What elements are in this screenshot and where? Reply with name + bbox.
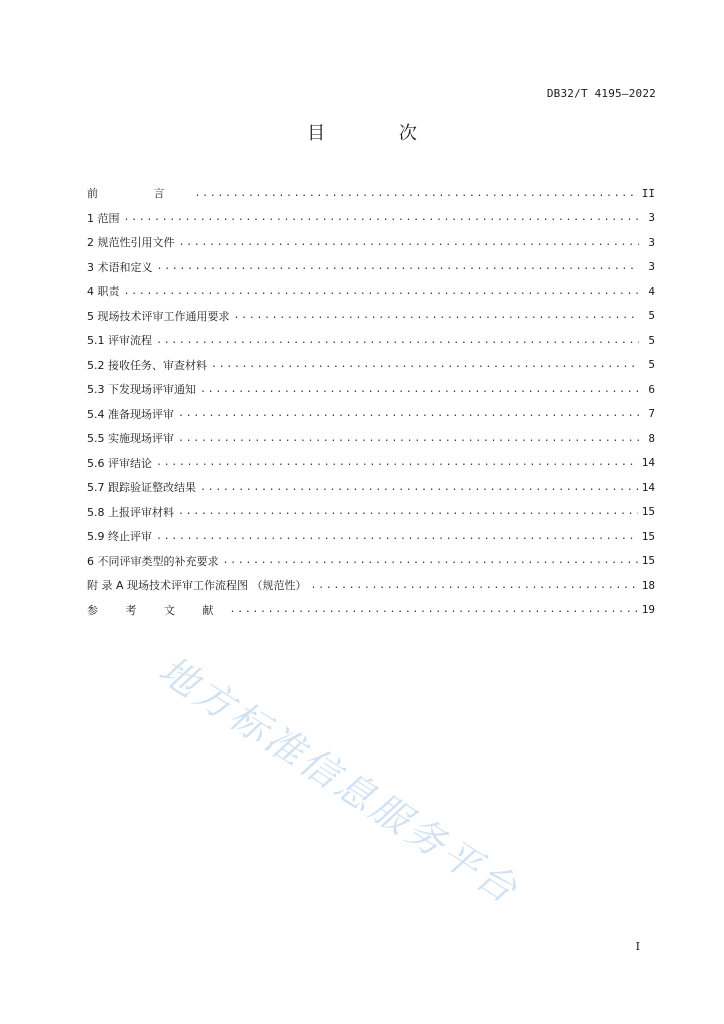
toc-entry[interactable] (87, 377, 655, 402)
toc-entry[interactable] (87, 279, 655, 304)
toc-entry-label: 附 录 A 现场技术评审工作流程图 （规范性） (87, 579, 307, 593)
toc-entry-page: 5 (648, 358, 655, 372)
toc-entry-label: 5.6 评审结论 (87, 456, 152, 470)
toc-entry-label: 5.1 评审流程 (87, 334, 152, 348)
toc-dot-leader (200, 482, 638, 493)
toc-entry-page: 19 (641, 603, 655, 617)
toc-dot-leader (178, 433, 639, 444)
toc-entry-page: 4 (648, 284, 655, 298)
toc-dot-leader (179, 237, 640, 248)
toc-entry[interactable] (87, 573, 655, 598)
toc-dot-leader (234, 310, 640, 321)
toc-entry-page: 15 (641, 505, 655, 519)
toc-entry-label: 5.4 准备现场评审 (87, 407, 174, 421)
toc-entry[interactable] (87, 500, 655, 525)
toc-entry[interactable] (87, 524, 655, 549)
toc-entry-label: 4 职责 (87, 285, 120, 299)
toc-entry[interactable] (87, 206, 655, 231)
toc-entry-page: 5 (648, 333, 655, 347)
toc-dot-leader (157, 261, 640, 272)
toc-entry-label: 5.5 实施现场评审 (87, 432, 174, 446)
toc-entry-label: 5.3 下发现场评审通知 (87, 383, 196, 397)
toc-dot-leader (200, 384, 639, 395)
toc-dot-leader (156, 531, 638, 542)
toc-dot-leader (211, 359, 639, 370)
toc-dot-leader (223, 555, 638, 566)
toc-entry[interactable] (87, 402, 655, 427)
toc-entry-page: 3 (648, 235, 655, 249)
toc-entry-page: 6 (648, 382, 655, 396)
toc-entry[interactable] (87, 475, 655, 500)
toc-dot-leader (156, 335, 639, 346)
toc-entry-label: 5.7 跟踪验证整改结果 (87, 481, 196, 495)
toc-entry-page: 3 (648, 211, 655, 225)
toc-dot-leader (156, 457, 638, 468)
toc-entry-label: 5.9 终止评审 (87, 530, 152, 544)
toc-entry[interactable] (87, 328, 655, 353)
toc-dot-leader (124, 286, 640, 297)
toc-entry-page: 7 (648, 407, 655, 421)
toc-entry-page: II (641, 186, 655, 200)
toc-entry[interactable] (87, 304, 655, 329)
page-number: I (635, 940, 640, 953)
document-code: DB32/T 4195—2022 (546, 87, 656, 100)
toc-entry-label: 5.8 上报评审材料 (87, 505, 174, 519)
toc-entry[interactable] (87, 230, 655, 255)
toc-entry-page: 15 (641, 554, 655, 568)
toc-entry[interactable] (87, 353, 655, 378)
toc-entry[interactable] (87, 598, 655, 623)
toc-entry-page: 14 (641, 480, 655, 494)
toc-entry[interactable] (87, 181, 655, 206)
toc-entry-label: 6 不同评审类型的补充要求 (87, 554, 219, 568)
toc-dot-leader (311, 580, 638, 591)
toc-entry-label: 前 言 (87, 187, 191, 201)
toc-entry-page: 15 (641, 529, 655, 543)
toc-entry-label: 5.2 接收任务、审查材料 (87, 358, 207, 372)
toc-entry[interactable] (87, 549, 655, 574)
toc-entry[interactable] (87, 426, 655, 451)
toc-dot-leader (178, 506, 638, 517)
toc-entry-label: 5 现场技术评审工作通用要求 (87, 309, 230, 323)
toc-entry-page: 14 (641, 456, 655, 470)
toc-entry-page: 3 (648, 260, 655, 274)
toc-entry-label: 参 考 文 献 (87, 603, 226, 617)
toc-entry-label: 3 术语和定义 (87, 260, 153, 274)
toc-entry-label: 2 规范性引用文件 (87, 236, 175, 250)
toc-dot-leader (230, 604, 638, 615)
toc-entry-page: 8 (648, 431, 655, 445)
toc-entry[interactable] (87, 451, 655, 476)
toc-entry-label: 1 范围 (87, 211, 120, 225)
watermark: 地方标准信息服务平台 (151, 647, 528, 914)
toc-dot-leader (124, 212, 640, 223)
toc-entry-page: 5 (648, 309, 655, 323)
table-of-contents (87, 181, 655, 622)
toc-entry[interactable] (87, 255, 655, 280)
toc-entry-page: 18 (641, 578, 655, 592)
toc-dot-leader (195, 188, 638, 199)
toc-dot-leader (178, 408, 639, 419)
toc-title: 目 次 (307, 123, 451, 144)
